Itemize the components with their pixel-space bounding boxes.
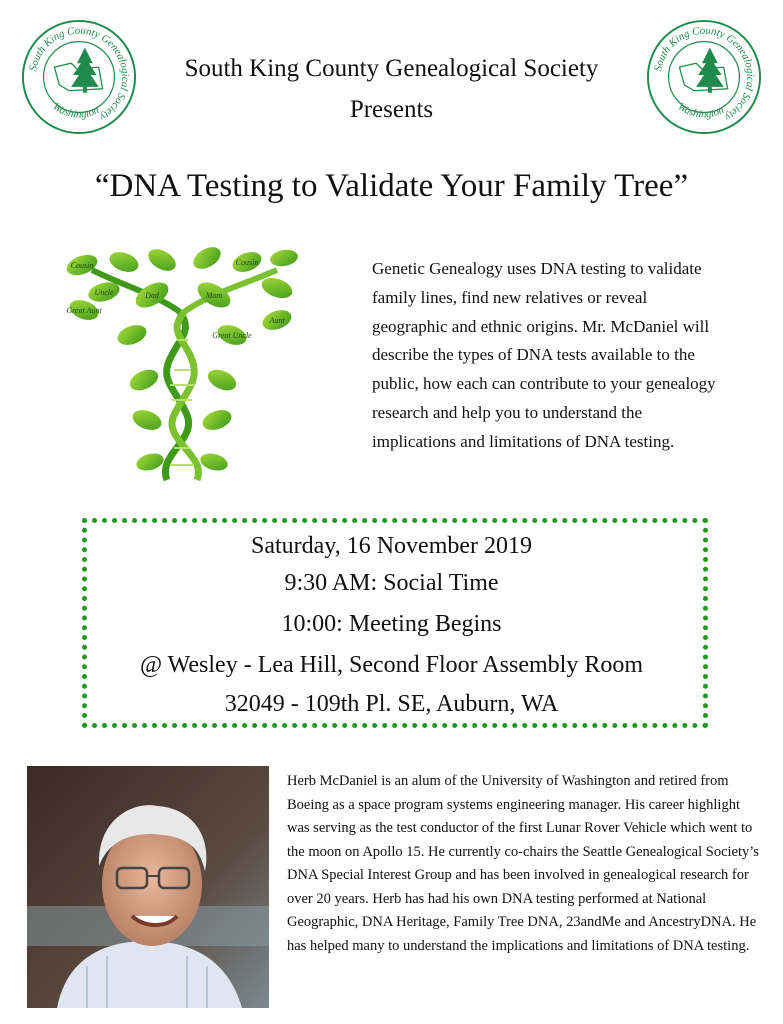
society-logo-right — [645, 18, 763, 136]
event-venue: @ Wesley - Lea Hill, Second Floor Assembly Room — [139, 652, 643, 678]
intro-paragraph: Genetic Genealogy uses DNA testing to validate family lines, find new relatives or reveal geographic and ethnic origins. Mr. McDaniel will describe the types of DNA tests available to the public, how each can contribute to your genealogy research and help you to understand the implications and limitations of DNA testing. — [372, 259, 716, 451]
organization-name: South King County Genealogical Society — [184, 55, 599, 82]
logo-bottom-text: Washington — [50, 100, 101, 121]
event-date: Saturday, 16 November 2019 — [250, 533, 533, 559]
leaf-label: Dad — [145, 291, 159, 300]
leaf-label: Mom — [205, 291, 223, 300]
event-address: 32049 - 109th Pl. SE, Auburn, WA — [224, 691, 559, 717]
event-meeting-time: 10:00: Meeting Begins — [281, 611, 502, 637]
leaf-label: Great Uncle — [212, 331, 252, 340]
leaf-label: Cousin — [70, 261, 94, 270]
speaker-photo — [27, 766, 269, 1008]
logo-ring-text: South King County Genealogical Society — [27, 24, 132, 124]
event-social-time: 9:30 AM: Social Time — [284, 570, 499, 596]
presents-label: Presents — [349, 96, 434, 123]
leaf-label: Cousin — [235, 258, 259, 267]
leaf-label: Great Aunt — [66, 306, 102, 315]
logo-bottom-text: Washington — [675, 100, 726, 121]
logo-ring-text: South King County Genealogical Society — [652, 24, 757, 124]
leaf-label: Aunt — [269, 316, 285, 325]
speaker-bio: Herb McDaniel is an alum of the University of Washington and retired from Boeing as a space program systems engineering manager. His career highlight was serving as the test conductor of the first Lunar Rover Vehicle which went to the moon on Apollo 15. He currently co-chairs the Seattle Genealogical Society’s DNA Special Interest Group and has been involved in genealogical research for over 20 years. Herb has had his own DNA testing performed at National Geographic, DNA Heritage, Family Tree DNA, 23andMe and AncestryDNA. He has helped many to understand the implications and limitations of DNA testing. — [287, 773, 759, 954]
society-logo-left — [20, 18, 138, 136]
talk-title: “DNA Testing to Validate Your Family Tree” — [94, 168, 689, 204]
leaf-label: Uncle — [94, 288, 114, 297]
dna-family-tree-icon — [62, 240, 302, 485]
